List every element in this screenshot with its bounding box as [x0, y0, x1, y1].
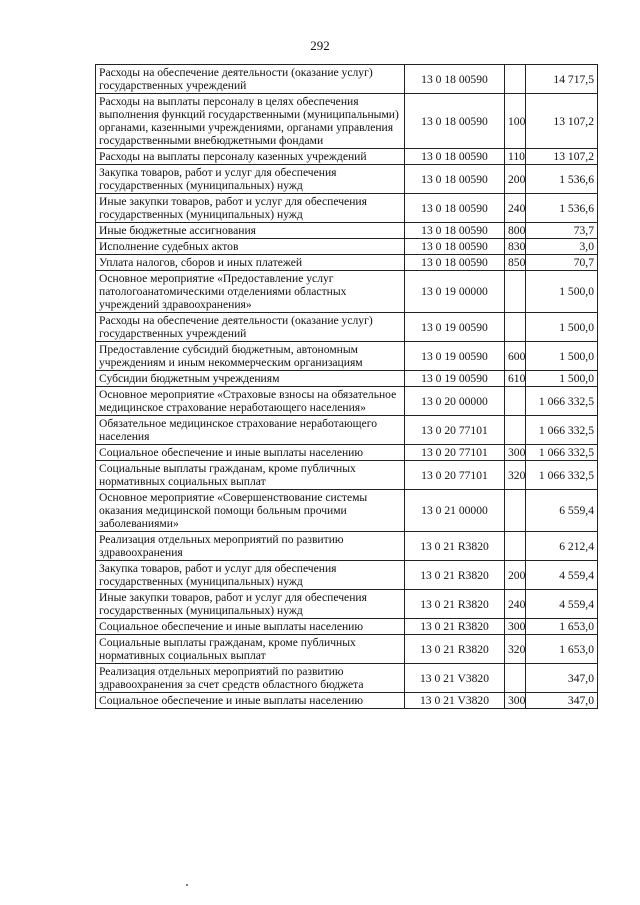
row-name-cell: Уплата налогов, сборов и иных платежей: [96, 255, 405, 271]
row-name-cell: Расходы на обеспечение деятельности (оказание услуг) государственных учреждений: [96, 313, 405, 342]
row-type-cell: 200: [505, 165, 526, 194]
row-type-cell: [505, 387, 526, 416]
row-name-cell: Исполнение судебных актов: [96, 239, 405, 255]
table-row: [96, 94, 598, 149]
row-type-cell: [505, 664, 526, 693]
budget-table: [95, 64, 598, 709]
table-row: [96, 271, 598, 313]
row-name-cell: Социальное обеспечение и иные выплаты населению: [96, 619, 405, 635]
row-code-cell: 13 0 18 00590: [405, 149, 505, 165]
row-name-cell: Расходы на обеспечение деятельности (оказание услуг) государственных учреждений: [96, 65, 405, 94]
row-sum-cell: 1 500,0: [526, 371, 598, 387]
row-name-cell: Социальное обеспечение и иные выплаты населению: [96, 445, 405, 461]
table-row: [96, 693, 598, 709]
row-name-cell: Расходы на выплаты персоналу казенных учреждений: [96, 149, 405, 165]
table-row: [96, 65, 598, 94]
row-sum-cell: 1 653,0: [526, 619, 598, 635]
row-code-cell: 13 0 21 V3820: [405, 693, 505, 709]
row-code-cell: 13 0 20 77101: [405, 416, 505, 445]
row-code-cell: 13 0 18 00590: [405, 255, 505, 271]
table-row: [96, 387, 598, 416]
row-sum-cell: 1 066 332,5: [526, 461, 598, 490]
row-code-cell: 13 0 18 00590: [405, 223, 505, 239]
row-sum-cell: 70,7: [526, 255, 598, 271]
row-sum-cell: 1 500,0: [526, 271, 598, 313]
row-type-cell: 110: [505, 149, 526, 165]
row-sum-cell: 4 559,4: [526, 590, 598, 619]
row-type-cell: 300: [505, 693, 526, 709]
row-code-cell: 13 0 19 00590: [405, 313, 505, 342]
table-row: [96, 490, 598, 532]
row-sum-cell: 1 066 332,5: [526, 416, 598, 445]
row-name-cell: Социальное обеспечение и иные выплаты населению: [96, 693, 405, 709]
table-row: [96, 223, 598, 239]
row-code-cell: 13 0 21 V3820: [405, 664, 505, 693]
row-sum-cell: 347,0: [526, 693, 598, 709]
row-name-cell: Реализация отдельных мероприятий по развитию здравоохранения за счет средств областного бюджета: [96, 664, 405, 693]
row-name-cell: Основное мероприятие «Совершенствование системы оказания медицинской помощи больным прочими заболеваниями»: [96, 490, 405, 532]
row-sum-cell: 4 559,4: [526, 561, 598, 590]
scan-speck: [186, 884, 188, 886]
row-name-cell: Основное мероприятие «Страховые взносы на обязательное медицинское страхование неработающего населения»: [96, 387, 405, 416]
row-type-cell: 600: [505, 342, 526, 371]
row-type-cell: 300: [505, 619, 526, 635]
row-type-cell: [505, 532, 526, 561]
row-sum-cell: 13 107,2: [526, 94, 598, 149]
budget-table-body: [96, 65, 598, 709]
table-row: [96, 590, 598, 619]
table-row: [96, 239, 598, 255]
row-sum-cell: 1 536,6: [526, 194, 598, 223]
row-type-cell: [505, 65, 526, 94]
row-type-cell: [505, 271, 526, 313]
table-row: [96, 255, 598, 271]
row-code-cell: 13 0 18 00590: [405, 239, 505, 255]
row-name-cell: Предоставление субсидий бюджетным, автономным учреждениям и иным некоммерческим организациям: [96, 342, 405, 371]
row-code-cell: 13 0 18 00590: [405, 165, 505, 194]
table-row: [96, 371, 598, 387]
row-code-cell: 13 0 21 R3820: [405, 532, 505, 561]
row-sum-cell: 6 559,4: [526, 490, 598, 532]
table-row: [96, 165, 598, 194]
row-sum-cell: 13 107,2: [526, 149, 598, 165]
table-row: [96, 664, 598, 693]
table-row: [96, 461, 598, 490]
row-type-cell: 300: [505, 445, 526, 461]
row-name-cell: Расходы на выплаты персоналу в целях обеспечения выполнения функций государственными (муниципальными) органами, казенными учреждениями, органами управления государственными внебюджетными фондами: [96, 94, 405, 149]
row-code-cell: 13 0 19 00000: [405, 271, 505, 313]
row-code-cell: 13 0 18 00590: [405, 94, 505, 149]
row-type-cell: 240: [505, 194, 526, 223]
row-type-cell: 240: [505, 590, 526, 619]
row-name-cell: Иные закупки товаров, работ и услуг для обеспечения государственных (муниципальных) нужд: [96, 194, 405, 223]
row-name-cell: Субсидии бюджетным учреждениям: [96, 371, 405, 387]
row-name-cell: Закупка товаров, работ и услуг для обеспечения государственных (муниципальных) нужд: [96, 561, 405, 590]
row-type-cell: 610: [505, 371, 526, 387]
row-name-cell: Социальные выплаты гражданам, кроме публичных нормативных социальных выплат: [96, 461, 405, 490]
row-type-cell: [505, 416, 526, 445]
row-code-cell: 13 0 21 00000: [405, 490, 505, 532]
table-row: [96, 619, 598, 635]
table-row: [96, 342, 598, 371]
row-sum-cell: 73,7: [526, 223, 598, 239]
row-type-cell: 100: [505, 94, 526, 149]
row-name-cell: Закупка товаров, работ и услуг для обеспечения государственных (муниципальных) нужд: [96, 165, 405, 194]
row-code-cell: 13 0 21 R3820: [405, 561, 505, 590]
row-name-cell: Иные закупки товаров, работ и услуг для обеспечения государственных (муниципальных) нужд: [96, 590, 405, 619]
row-type-cell: [505, 313, 526, 342]
row-name-cell: Реализация отдельных мероприятий по развитию здравоохранения: [96, 532, 405, 561]
row-code-cell: 13 0 21 R3820: [405, 635, 505, 664]
row-sum-cell: 1 500,0: [526, 313, 598, 342]
row-sum-cell: 1 500,0: [526, 342, 598, 371]
row-code-cell: 13 0 19 00590: [405, 371, 505, 387]
table-row: [96, 532, 598, 561]
table-row: [96, 635, 598, 664]
row-name-cell: Основное мероприятие «Предоставление услуг патологоанатомическими отделениями областных учреждений здравоохранения»: [96, 271, 405, 313]
row-name-cell: Иные бюджетные ассигнования: [96, 223, 405, 239]
row-type-cell: 800: [505, 223, 526, 239]
table-row: [96, 313, 598, 342]
row-name-cell: Обязательное медицинское страхование неработающего населения: [96, 416, 405, 445]
row-code-cell: 13 0 21 R3820: [405, 590, 505, 619]
row-sum-cell: 1 066 332,5: [526, 387, 598, 416]
row-type-cell: 200: [505, 561, 526, 590]
table-row: [96, 416, 598, 445]
row-code-cell: 13 0 21 R3820: [405, 619, 505, 635]
row-sum-cell: 1 066 332,5: [526, 445, 598, 461]
table-row: [96, 194, 598, 223]
row-sum-cell: 347,0: [526, 664, 598, 693]
page-number: 292: [310, 38, 330, 53]
row-sum-cell: 1 653,0: [526, 635, 598, 664]
row-code-cell: 13 0 20 00000: [405, 387, 505, 416]
row-type-cell: 320: [505, 635, 526, 664]
row-code-cell: 13 0 20 77101: [405, 445, 505, 461]
row-type-cell: 850: [505, 255, 526, 271]
row-sum-cell: 14 717,5: [526, 65, 598, 94]
table-row: [96, 149, 598, 165]
row-type-cell: [505, 490, 526, 532]
row-code-cell: 13 0 20 77101: [405, 461, 505, 490]
row-code-cell: 13 0 18 00590: [405, 194, 505, 223]
row-type-cell: 320: [505, 461, 526, 490]
row-type-cell: 830: [505, 239, 526, 255]
row-sum-cell: 1 536,6: [526, 165, 598, 194]
row-name-cell: Социальные выплаты гражданам, кроме публичных нормативных социальных выплат: [96, 635, 405, 664]
row-sum-cell: 6 212,4: [526, 532, 598, 561]
row-code-cell: 13 0 18 00590: [405, 65, 505, 94]
row-code-cell: 13 0 19 00590: [405, 342, 505, 371]
row-sum-cell: 3,0: [526, 239, 598, 255]
table-row: [96, 445, 598, 461]
table-row: [96, 561, 598, 590]
